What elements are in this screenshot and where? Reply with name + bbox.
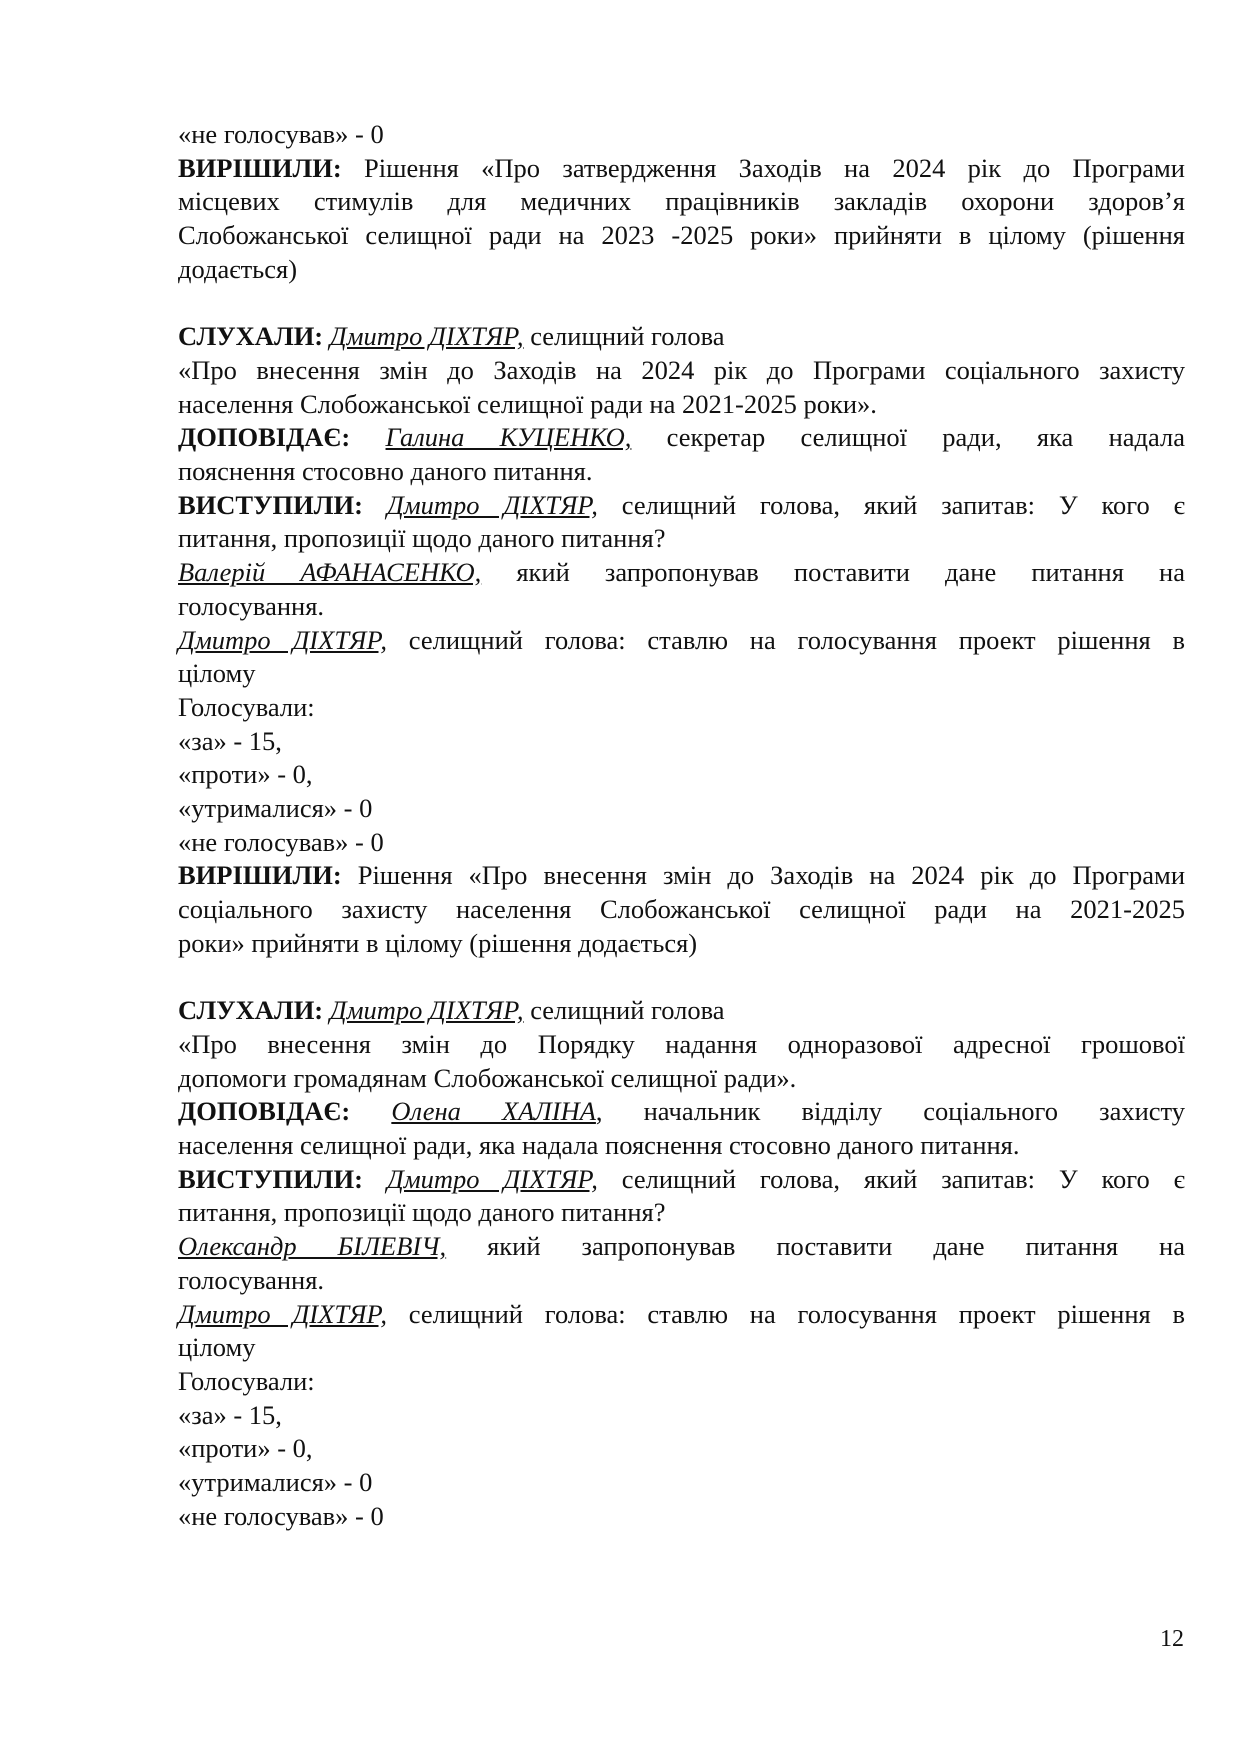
topic-line-1: «Про внесення змін до Порядку надання одноразової адресної грошової (178, 1028, 1185, 1059)
chair-text: селищний голова: ставлю на голосування проект рішення в (386, 624, 1186, 655)
speakers-name: Дмитро ДІХТЯР, (386, 1163, 598, 1194)
reporter-name: Галина КУЦЕНКО, (385, 422, 632, 453)
speakers-text: селищний голова, який запитав: У кого є (597, 1163, 1186, 1194)
chair-line-1 (178, 624, 1185, 658)
speakers-name: Дмитро ДІХТЯР, (386, 489, 598, 520)
topic-line-1: «Про внесення змін до Заходів на 2024 рік до Програми соціального захисту (178, 354, 1185, 385)
proposer-line-1 (178, 556, 1185, 590)
decision-label: ВИРІШИЛИ: (178, 152, 342, 183)
vote-not-voted: «не голосував» - 0 (178, 119, 384, 149)
document-body (178, 118, 1185, 1534)
speaker-role: селищний голова (523, 995, 725, 1026)
decision-line-1 (178, 152, 1185, 186)
reporter-line-1 (178, 1095, 1185, 1129)
vote-for: «за» - 15, (178, 1399, 282, 1430)
decision-label: ВИРІШИЛИ: (178, 860, 342, 891)
speakers-text: селищний голова, який запитав: У кого є (597, 489, 1186, 520)
voted-heading: Голосували: (178, 1365, 315, 1396)
speakers-label: ВИСТУПИЛИ: (178, 489, 363, 520)
speakers-line-1 (178, 1163, 1185, 1197)
proposer-text: який запропонував поставити дане питання на (446, 1231, 1185, 1262)
speakers-line-1 (178, 489, 1185, 523)
heard-label: СЛУХАЛИ: (178, 995, 324, 1026)
proposer-text: який запропонував поставити дане питання на (481, 557, 1185, 588)
topic-line-2: населення Слобожанської селищної ради на 2021-2025 роки». (178, 388, 877, 419)
reporter-line-1 (178, 421, 1185, 455)
speaker-name: Дмитро ДІХТЯР, (329, 995, 524, 1026)
speaker-role: селищний голова (523, 321, 725, 352)
reporter-line-2: населення селищної ради, яка надала пояснення стосовно даного питання. (178, 1130, 1020, 1161)
reporter-role: секретар селищної ради, яка надала (631, 422, 1185, 453)
reporter-label: ДОПОВІДАЄ: (178, 1096, 351, 1127)
speaker-name: Дмитро ДІХТЯР, (329, 321, 524, 352)
page-number: 12 (1160, 1626, 1184, 1652)
vote-not-voted: «не голосував» - 0 (178, 826, 384, 857)
decision-line-3: роки» прийняти в цілому (рішення додається) (178, 927, 698, 958)
chair-name: Дмитро ДІХТЯР, (178, 624, 387, 655)
proposer-name: Олександр БІЛЕВІЧ, (178, 1231, 447, 1262)
decision-line-2: місцевих стимулів для медичних працівників закладів охорони здоров’я (178, 186, 1185, 217)
speakers-line-2: питання, пропозиції щодо даного питання? (178, 1197, 666, 1228)
vote-for: «за» - 15, (178, 725, 282, 756)
decision-line-3: Слобожанської селищної ради на 2023 -2025 роки» прийняти в цілому (рішення (178, 220, 1185, 251)
reporter-role: , начальник відділу соціального захисту (595, 1096, 1186, 1127)
proposer-line-2: голосування. (178, 1264, 325, 1295)
vote-abstained: «утрималися» - 0 (178, 793, 373, 824)
paragraph-gap (178, 961, 1185, 995)
speakers-line-2: питання, пропозиції щодо даного питання? (178, 523, 666, 554)
decision-text: Рішення «Про внесення змін до Заходів на 2024 рік до Програми (341, 860, 1185, 891)
vote-abstained: «утрималися» - 0 (178, 1467, 373, 1498)
paragraph-gap (178, 287, 1185, 321)
chair-line-2: цілому (178, 658, 256, 689)
reporter-name: Олена ХАЛІНА (391, 1096, 596, 1127)
proposer-line-2: голосування. (178, 590, 325, 621)
chair-line-2: цілому (178, 1332, 256, 1363)
decision-line-4: додається) (178, 253, 298, 284)
vote-against: «проти» - 0, (178, 1433, 313, 1464)
heard-label: СЛУХАЛИ: (178, 321, 324, 352)
reporter-line-2: пояснення стосовно даного питання. (178, 456, 593, 487)
heard-line (178, 994, 1185, 1028)
voted-heading: Голосували: (178, 691, 315, 722)
topic-line-2: допомоги громадянам Слобожанської селищної ради». (178, 1062, 797, 1093)
proposer-name: Валерій АФАНАСЕНКО, (178, 557, 482, 588)
chair-name: Дмитро ДІХТЯР, (178, 1298, 387, 1329)
vote-against: «проти» - 0, (178, 759, 313, 790)
reporter-label: ДОПОВІДАЄ: (178, 422, 351, 453)
proposer-line-1 (178, 1230, 1185, 1264)
heard-line (178, 320, 1185, 354)
chair-line-1 (178, 1298, 1185, 1332)
vote-not-voted: «не голосував» - 0 (178, 1500, 384, 1531)
decision-line-1 (178, 859, 1185, 893)
decision-line-2: соціального захисту населення Слобожанської селищної ради на 2021-2025 (178, 894, 1185, 925)
chair-text: селищний голова: ставлю на голосування проект рішення в (386, 1298, 1186, 1329)
speakers-label: ВИСТУПИЛИ: (178, 1163, 363, 1194)
decision-text: Рішення «Про затвердження Заходів на 2024 рік до Програми (341, 152, 1185, 183)
